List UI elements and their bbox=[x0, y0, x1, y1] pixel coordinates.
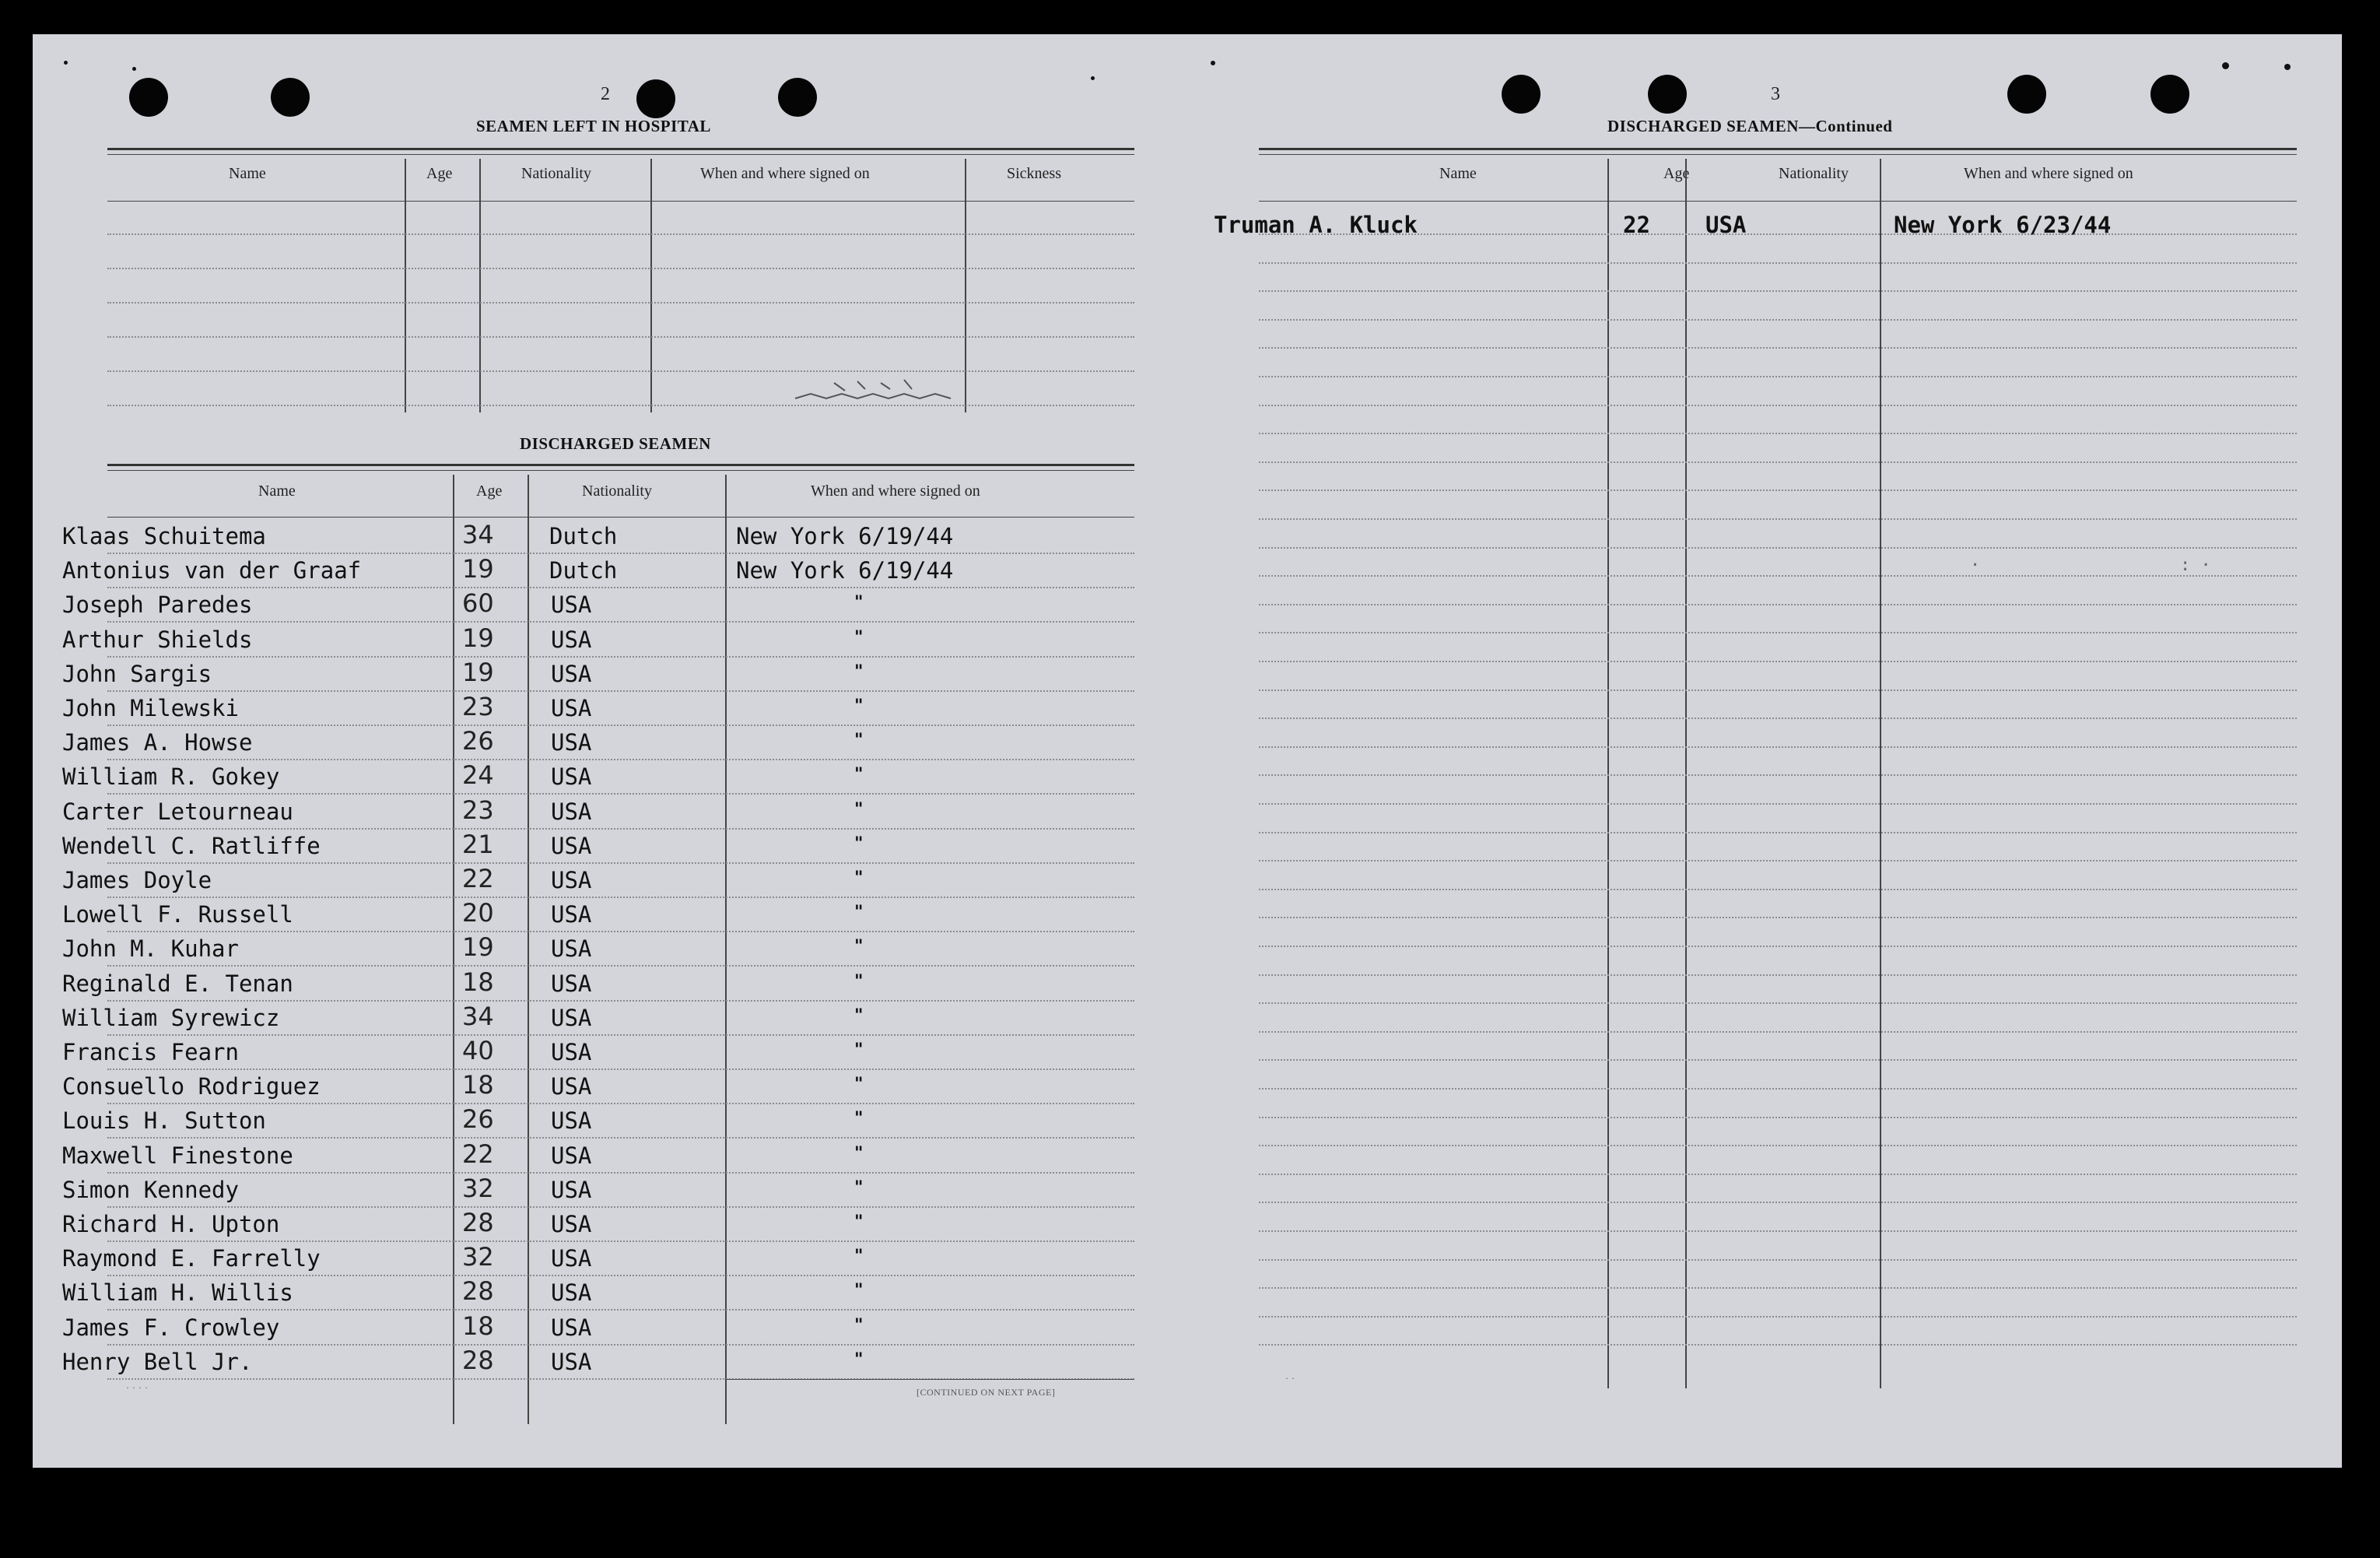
discharged-col-age: Age bbox=[476, 482, 503, 500]
row-line bbox=[1259, 774, 2297, 776]
seaman-age: 23 bbox=[462, 795, 494, 825]
seaman-nationality: USA bbox=[551, 1004, 592, 1031]
seaman-name: Truman A. Kluck bbox=[1214, 212, 1418, 238]
hospital-col-age: Age bbox=[426, 165, 453, 182]
seaman-name: Francis Fearn bbox=[62, 1039, 239, 1065]
seaman-nationality: USA bbox=[551, 1211, 592, 1237]
ditto-mark: " bbox=[854, 903, 864, 923]
row-line bbox=[1259, 1259, 2297, 1261]
seaman-age: 19 bbox=[462, 657, 494, 687]
row-line bbox=[1259, 1230, 2297, 1232]
seaman-age: 28 bbox=[462, 1345, 494, 1375]
seaman-age: 32 bbox=[462, 1173, 494, 1203]
speck bbox=[1091, 76, 1095, 80]
punch-hole bbox=[129, 78, 168, 117]
row-line bbox=[107, 931, 1134, 932]
seaman-nationality: USA bbox=[551, 1245, 592, 1272]
seaman-age: 22 bbox=[462, 864, 494, 893]
seaman-nationality: Dutch bbox=[549, 557, 618, 584]
ditto-mark: " bbox=[854, 1005, 864, 1026]
row-line bbox=[1259, 1031, 2297, 1033]
ditto-mark: " bbox=[854, 593, 864, 613]
ditto-mark: " bbox=[854, 627, 864, 647]
seaman-name: Carter Letourneau bbox=[62, 798, 293, 825]
row-line bbox=[107, 1000, 1134, 1002]
seaman-name: William H. Willis bbox=[62, 1279, 293, 1307]
row-line bbox=[1259, 1117, 2297, 1118]
faint-stamp-mark: : · bbox=[2180, 556, 2211, 575]
row-line bbox=[1259, 661, 2297, 662]
hospital-section-title: SEAMEN LEFT IN HOSPITAL bbox=[476, 117, 711, 135]
continued-col-signed-on: When and where signed on bbox=[1964, 165, 2133, 182]
row-line bbox=[1259, 518, 2297, 520]
row-line bbox=[1259, 1088, 2297, 1090]
seaman-name: Arthur Shields bbox=[62, 626, 253, 653]
row-line bbox=[107, 1034, 1134, 1036]
ditto-mark: " bbox=[854, 799, 864, 819]
ditto-mark: " bbox=[854, 661, 864, 682]
seaman-nationality: USA bbox=[551, 901, 592, 928]
row-line bbox=[107, 302, 1134, 304]
ditto-mark: " bbox=[854, 937, 864, 957]
seaman-age: 19 bbox=[462, 932, 494, 963]
row-line bbox=[1259, 490, 2297, 491]
seaman-nationality: USA bbox=[551, 660, 592, 687]
seaman-name: Consuello Rodriguez bbox=[62, 1073, 321, 1100]
row-line bbox=[107, 553, 1134, 554]
row-line bbox=[107, 965, 1134, 967]
seaman-nationality: USA bbox=[551, 935, 592, 963]
row-line bbox=[107, 725, 1134, 726]
row-line bbox=[1259, 803, 2297, 805]
row-line bbox=[1259, 1202, 2297, 1203]
continued-note: [CONTINUED ON NEXT PAGE] bbox=[917, 1387, 1056, 1398]
row-line bbox=[1259, 632, 2297, 633]
discharged-continued-title bbox=[1607, 117, 1892, 136]
faint-stamp-mark: · bbox=[1970, 556, 1981, 575]
seaman-name: Richard H. Upton bbox=[62, 1211, 280, 1237]
row-line bbox=[107, 621, 1134, 623]
row-line bbox=[1259, 974, 2297, 976]
punch-hole bbox=[271, 78, 310, 117]
punch-hole bbox=[1648, 75, 1687, 114]
row-line bbox=[107, 793, 1134, 795]
speck bbox=[64, 61, 68, 65]
ditto-mark: " bbox=[854, 868, 864, 888]
row-line bbox=[1259, 461, 2297, 463]
row-line bbox=[107, 370, 1134, 372]
row-line bbox=[1259, 433, 2297, 434]
row-line bbox=[1259, 718, 2297, 719]
row-line bbox=[107, 405, 1134, 406]
row-line bbox=[1259, 575, 2297, 577]
hospital-col-nationality: Nationality bbox=[521, 165, 591, 182]
rule bbox=[107, 201, 1134, 202]
seaman-nationality: USA bbox=[551, 695, 592, 721]
seaman-age: 22 bbox=[1623, 212, 1650, 238]
seaman-name: Lowell F. Russell bbox=[62, 901, 293, 928]
ditto-mark: " bbox=[854, 1040, 864, 1060]
ditto-mark: " bbox=[854, 1075, 864, 1095]
form-code: · · · · bbox=[126, 1382, 149, 1393]
seaman-age: 26 bbox=[462, 1104, 494, 1135]
row-line bbox=[1259, 1174, 2297, 1175]
row-line bbox=[1259, 405, 2297, 406]
row-line bbox=[107, 336, 1134, 338]
seaman-nationality: USA bbox=[551, 832, 592, 859]
ditto-mark: " bbox=[854, 1143, 864, 1163]
ditto-mark: " bbox=[854, 1177, 864, 1198]
row-line bbox=[1259, 1002, 2297, 1004]
ditto-mark: " bbox=[854, 971, 864, 991]
row-line bbox=[107, 656, 1134, 658]
seaman-nationality: USA bbox=[1705, 212, 1747, 238]
row-line bbox=[1259, 319, 2297, 321]
row-line bbox=[1259, 262, 2297, 264]
column-divider bbox=[1607, 159, 1609, 1388]
form-code: · · bbox=[1285, 1373, 1295, 1384]
punch-hole bbox=[636, 79, 675, 118]
rule bbox=[1259, 154, 2297, 155]
seaman-name: Raymond E. Farrelly bbox=[62, 1245, 321, 1272]
discharged-continued-title-main: DISCHARGED SEAMEN bbox=[1607, 117, 1799, 135]
ditto-mark: " bbox=[854, 1109, 864, 1129]
seaman-name: Klaas Schuitema bbox=[62, 523, 266, 549]
document-sheet bbox=[33, 34, 2342, 1468]
seaman-name: Joseph Paredes bbox=[62, 591, 253, 619]
speck bbox=[1211, 61, 1215, 65]
seaman-age: 34 bbox=[462, 520, 494, 549]
row-line bbox=[1259, 376, 2297, 377]
seaman-name: William R. Gokey bbox=[62, 763, 280, 791]
seaman-nationality: USA bbox=[551, 729, 592, 756]
seaman-name: James Doyle bbox=[62, 867, 212, 893]
page-number: 2 bbox=[601, 84, 610, 104]
rule bbox=[107, 464, 1134, 466]
seaman-name: Simon Kennedy bbox=[62, 1176, 239, 1203]
row-line bbox=[107, 828, 1134, 830]
hospital-col-name: Name bbox=[229, 165, 266, 182]
column-divider bbox=[479, 159, 481, 412]
signed-on-place-date: New York 6/19/44 bbox=[736, 523, 954, 549]
seaman-age: 28 bbox=[462, 1276, 494, 1307]
row-line bbox=[107, 587, 1134, 588]
seaman-name: Henry Bell Jr. bbox=[62, 1348, 253, 1375]
hospital-col-sickness: Sickness bbox=[1007, 165, 1061, 182]
row-line bbox=[107, 1344, 1134, 1346]
rule bbox=[107, 470, 1134, 471]
seaman-age: 24 bbox=[462, 760, 494, 791]
seaman-age: 18 bbox=[462, 967, 494, 997]
ditto-mark: " bbox=[854, 697, 864, 716]
column-divider bbox=[1685, 159, 1687, 1388]
speck bbox=[132, 67, 136, 71]
ditto-mark: " bbox=[854, 1247, 864, 1267]
row-line bbox=[107, 1240, 1134, 1242]
column-divider bbox=[528, 475, 529, 1424]
seaman-name: Antonius van der Graaf bbox=[62, 557, 362, 584]
row-line bbox=[1259, 347, 2297, 349]
ditto-mark: " bbox=[854, 833, 864, 854]
seaman-nationality: USA bbox=[551, 970, 592, 997]
rule bbox=[107, 154, 1134, 155]
punch-hole bbox=[2007, 75, 2046, 114]
seaman-nationality: USA bbox=[551, 1142, 592, 1169]
discharged-col-name: Name bbox=[258, 482, 296, 500]
row-line bbox=[1259, 917, 2297, 918]
row-line bbox=[1259, 832, 2297, 833]
row-line bbox=[107, 1206, 1134, 1208]
discharged-section-title: DISCHARGED SEAMEN bbox=[520, 434, 711, 453]
ditto-mark: " bbox=[854, 1281, 864, 1301]
seaman-age: 20 bbox=[462, 898, 494, 928]
row-line bbox=[1259, 1287, 2297, 1289]
seaman-nationality: USA bbox=[551, 1176, 592, 1203]
seaman-age: 28 bbox=[462, 1208, 494, 1237]
seaman-nationality: USA bbox=[551, 1314, 592, 1341]
row-line bbox=[1259, 1059, 2297, 1061]
rule bbox=[107, 517, 1134, 518]
row-line bbox=[1259, 860, 2297, 861]
hospital-col-signed-on: When and where signed on bbox=[700, 165, 870, 182]
column-divider bbox=[453, 475, 454, 1424]
ditto-mark: " bbox=[854, 1349, 864, 1370]
signed-on-place-date: New York 6/23/44 bbox=[1894, 212, 2112, 238]
punch-hole bbox=[2150, 75, 2189, 114]
seaman-name: Maxwell Finestone bbox=[62, 1142, 293, 1169]
seaman-name: Wendell C. Ratliffe bbox=[62, 832, 321, 859]
continued-col-name: Name bbox=[1439, 165, 1477, 182]
seaman-nationality: USA bbox=[551, 1279, 592, 1307]
seaman-nationality: USA bbox=[551, 798, 592, 825]
seaman-nationality: USA bbox=[551, 763, 592, 791]
discharged-col-nationality: Nationality bbox=[582, 482, 652, 500]
seaman-age: 19 bbox=[462, 623, 494, 653]
seaman-nationality: USA bbox=[551, 1348, 592, 1375]
row-line bbox=[1259, 746, 2297, 748]
row-line bbox=[107, 862, 1134, 864]
row-line bbox=[107, 1172, 1134, 1174]
row-line bbox=[1259, 290, 2297, 292]
punch-hole bbox=[1502, 75, 1541, 114]
discharged-col-signed-on: When and where signed on bbox=[811, 482, 980, 500]
row-line bbox=[107, 1137, 1134, 1139]
row-line bbox=[1259, 889, 2297, 890]
seaman-nationality: USA bbox=[551, 867, 592, 893]
seaman-name: John M. Kuhar bbox=[62, 935, 239, 963]
seaman-name: John Milewski bbox=[62, 695, 239, 721]
seaman-name: James A. Howse bbox=[62, 729, 253, 756]
row-line bbox=[107, 268, 1134, 269]
row-line bbox=[107, 759, 1134, 760]
seaman-nationality: USA bbox=[551, 1039, 592, 1065]
rule bbox=[107, 148, 1134, 150]
seaman-name: Louis H. Sutton bbox=[62, 1107, 266, 1135]
ditto-mark: " bbox=[854, 1212, 864, 1232]
row-line bbox=[1259, 1344, 2297, 1346]
punch-hole bbox=[778, 78, 817, 117]
faint-stamp-mark bbox=[787, 367, 974, 411]
speck bbox=[2284, 64, 2291, 70]
seaman-name: James F. Crowley bbox=[62, 1314, 280, 1341]
speck bbox=[2222, 62, 2229, 69]
seaman-nationality: USA bbox=[551, 1107, 592, 1135]
page-number: 3 bbox=[1771, 84, 1780, 104]
row-line bbox=[107, 690, 1134, 692]
ditto-mark: " bbox=[854, 1315, 864, 1335]
seaman-age: 26 bbox=[462, 726, 494, 756]
rule bbox=[725, 1379, 1134, 1380]
row-line bbox=[107, 1068, 1134, 1070]
seaman-nationality: USA bbox=[551, 591, 592, 619]
seaman-name: John Sargis bbox=[62, 660, 212, 687]
continued-col-age: Age bbox=[1663, 165, 1690, 182]
seaman-nationality: USA bbox=[551, 626, 592, 653]
seaman-name: William Syrewicz bbox=[62, 1004, 280, 1031]
seaman-age: 32 bbox=[462, 1242, 494, 1272]
row-line bbox=[1259, 1316, 2297, 1318]
rule bbox=[1259, 148, 2297, 150]
row-line bbox=[107, 1103, 1134, 1104]
seaman-age: 34 bbox=[462, 1001, 494, 1031]
column-divider bbox=[405, 159, 406, 412]
discharged-continued-title-suffix: —Continued bbox=[1798, 117, 1893, 135]
seaman-age: 40 bbox=[462, 1036, 494, 1065]
row-line bbox=[107, 897, 1134, 898]
row-line bbox=[107, 1309, 1134, 1311]
seaman-age: 21 bbox=[462, 829, 494, 859]
rule bbox=[1259, 201, 2297, 202]
row-line bbox=[1259, 690, 2297, 691]
seaman-age: 19 bbox=[462, 554, 494, 584]
column-divider bbox=[1880, 159, 1881, 1388]
row-line bbox=[107, 1275, 1134, 1276]
row-line bbox=[1259, 946, 2297, 947]
signed-on-place-date: New York 6/19/44 bbox=[736, 557, 954, 584]
column-divider bbox=[725, 475, 727, 1424]
seaman-age: 18 bbox=[462, 1311, 494, 1341]
seaman-nationality: USA bbox=[551, 1073, 592, 1100]
ditto-mark: " bbox=[854, 731, 864, 751]
seaman-age: 22 bbox=[462, 1139, 494, 1169]
row-line bbox=[1259, 1145, 2297, 1146]
seaman-name: Reginald E. Tenan bbox=[62, 970, 293, 997]
row-line bbox=[107, 233, 1134, 235]
seaman-age: 60 bbox=[462, 588, 494, 619]
seaman-age: 23 bbox=[462, 692, 494, 721]
seaman-nationality: Dutch bbox=[549, 523, 618, 549]
row-line bbox=[1259, 604, 2297, 605]
row-line bbox=[1259, 547, 2297, 549]
ditto-mark: " bbox=[854, 765, 864, 785]
column-divider bbox=[650, 159, 652, 412]
continued-col-nationality: Nationality bbox=[1779, 165, 1849, 182]
seaman-age: 18 bbox=[462, 1070, 494, 1100]
